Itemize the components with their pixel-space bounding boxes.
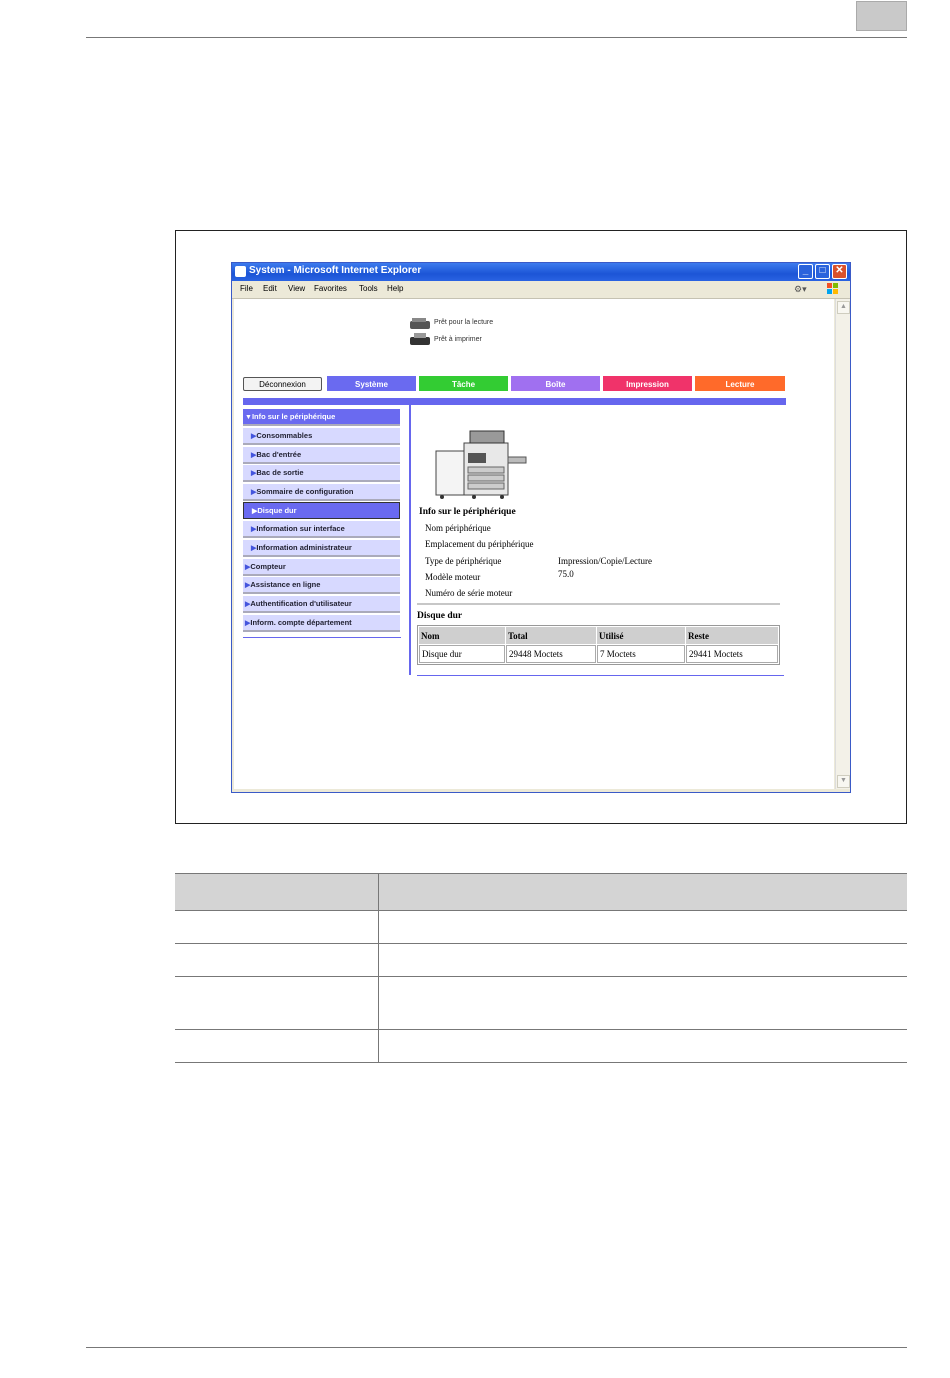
info-label-name: Nom périphérique xyxy=(425,523,491,533)
cell-total: 29448 Moctets xyxy=(506,645,596,663)
nav-user-auth[interactable]: ▶Authentification d'utilisateur xyxy=(243,596,400,613)
content-divider xyxy=(409,405,411,675)
nav-device-info[interactable]: ▼Info sur le périphérique xyxy=(243,409,400,426)
ie-icon xyxy=(235,266,246,277)
nav-interface-info[interactable]: ▶Information sur interface xyxy=(243,521,400,538)
device-info-title: Info sur le périphérique xyxy=(419,507,516,517)
col-header-used: Utilisé xyxy=(597,627,685,644)
status-read: Prêt pour la lecture xyxy=(434,319,494,326)
triangle-right-icon: ▶ xyxy=(251,545,257,552)
info-label-engine-model: Modèle moteur xyxy=(425,572,481,582)
triangle-right-icon: ▶ xyxy=(245,582,251,589)
scroll-up-icon[interactable]: ▲ xyxy=(837,301,850,314)
desc-cell xyxy=(379,1030,908,1063)
close-button[interactable]: ✕ xyxy=(832,264,847,279)
title-bar[interactable] xyxy=(232,263,850,281)
nav-hard-disk[interactable]: ▶Disque dur xyxy=(243,502,400,519)
desc-cell xyxy=(175,944,379,977)
col-header-remaining: Reste xyxy=(686,627,778,644)
maximize-button[interactable]: □ xyxy=(815,264,830,279)
status-print: Prêt à imprimer xyxy=(434,336,482,343)
nav-input-tray[interactable]: ▶Bac d'entrée xyxy=(243,447,400,464)
tab-task[interactable]: Tâche xyxy=(418,375,509,392)
nav-counter[interactable]: ▶Compteur xyxy=(243,559,400,576)
table-header-row xyxy=(175,874,907,911)
cell-used: 7 Moctets xyxy=(597,645,685,663)
desc-cell xyxy=(175,1030,379,1063)
col-header-total: Total xyxy=(506,627,596,644)
nav-online-help[interactable]: ▶Assistance en ligne xyxy=(243,577,400,594)
col-header-name: Nom xyxy=(419,627,505,644)
triangle-right-icon: ▶ xyxy=(252,508,258,515)
printer-icon xyxy=(409,333,431,347)
desc-cell xyxy=(379,977,908,1030)
menu-tools[interactable]: Tools xyxy=(359,284,378,293)
triangle-right-icon: ▶ xyxy=(245,564,251,571)
nav-admin-info[interactable]: ▶Information administrateur xyxy=(243,540,400,557)
desc-cell xyxy=(175,977,379,1030)
minimize-button[interactable]: _ xyxy=(798,264,813,279)
hard-disk-table xyxy=(417,625,780,665)
nav-bottom-line xyxy=(243,637,401,638)
nav-config-summary[interactable]: ▶Sommaire de configuration xyxy=(243,484,400,501)
description-table xyxy=(175,873,907,1063)
cell-remaining: 29441 Moctets xyxy=(686,645,778,663)
nav-dept-account[interactable]: ▶Inform. compte département xyxy=(243,615,400,632)
menu-bar xyxy=(232,281,850,299)
triangle-right-icon: ▶ xyxy=(251,433,257,440)
desc-cell xyxy=(175,911,379,944)
tab-print[interactable]: Impression xyxy=(602,375,693,392)
tab-box[interactable]: Boîte xyxy=(510,375,601,392)
menu-edit[interactable]: Edit xyxy=(263,284,277,293)
content-bottom-line xyxy=(417,675,784,676)
info-value-type: Impression/Copie/Lecture xyxy=(558,556,652,566)
info-label-serial: Numéro de série moteur xyxy=(425,588,513,598)
desc-header-description xyxy=(379,874,908,911)
logout-button[interactable]: Déconnexion xyxy=(243,377,322,391)
tab-system[interactable]: Système xyxy=(326,375,417,392)
header-rule xyxy=(86,37,907,38)
desc-header-item xyxy=(175,874,379,911)
menu-help[interactable]: Help xyxy=(387,284,404,293)
browser-window xyxy=(231,262,851,793)
chapter-tab xyxy=(856,1,907,31)
toolbar-dropdown-icon[interactable]: ⚙▾ xyxy=(794,284,807,294)
triangle-down-icon: ▼ xyxy=(245,414,252,421)
desc-cell xyxy=(379,944,908,977)
info-value-engine-model: 75.0 xyxy=(558,569,574,579)
menu-favorites[interactable]: Favorites xyxy=(314,284,347,293)
info-separator xyxy=(417,603,780,605)
triangle-right-icon: ▶ xyxy=(251,452,257,459)
triangle-right-icon: ▶ xyxy=(245,601,251,608)
info-label-location: Emplacement du périphérique xyxy=(425,539,534,549)
table-row xyxy=(175,944,907,977)
triangle-right-icon: ▶ xyxy=(251,489,257,496)
triangle-right-icon: ▶ xyxy=(251,470,257,477)
table-row xyxy=(175,977,907,1030)
footer-rule xyxy=(86,1347,907,1348)
table-header-row xyxy=(419,627,778,644)
table-row xyxy=(175,911,907,944)
scroll-down-icon[interactable]: ▼ xyxy=(837,775,850,788)
windows-logo-icon xyxy=(826,282,840,296)
table-row xyxy=(419,645,778,663)
nav-output-tray[interactable]: ▶Bac de sortie xyxy=(243,465,400,482)
triangle-right-icon: ▶ xyxy=(245,620,251,627)
desc-cell xyxy=(379,911,908,944)
hard-disk-title: Disque dur xyxy=(417,611,463,621)
triangle-right-icon: ▶ xyxy=(251,526,257,533)
page-content xyxy=(234,299,834,789)
table-row xyxy=(175,1030,907,1063)
tab-scan[interactable]: Lecture xyxy=(694,375,786,392)
tab-underline-bar xyxy=(243,398,786,405)
window-title: System - Microsoft Internet Explorer xyxy=(249,265,422,276)
menu-file[interactable]: File xyxy=(240,284,253,293)
vertical-scrollbar[interactable] xyxy=(835,299,850,789)
cell-name: Disque dur xyxy=(419,645,505,663)
info-label-type: Type de périphérique xyxy=(425,556,502,566)
scanner-icon xyxy=(409,317,431,331)
copier-image xyxy=(434,429,530,501)
menu-view[interactable]: View xyxy=(288,284,306,293)
nav-consumables[interactable]: ▶Consommables xyxy=(243,428,400,445)
